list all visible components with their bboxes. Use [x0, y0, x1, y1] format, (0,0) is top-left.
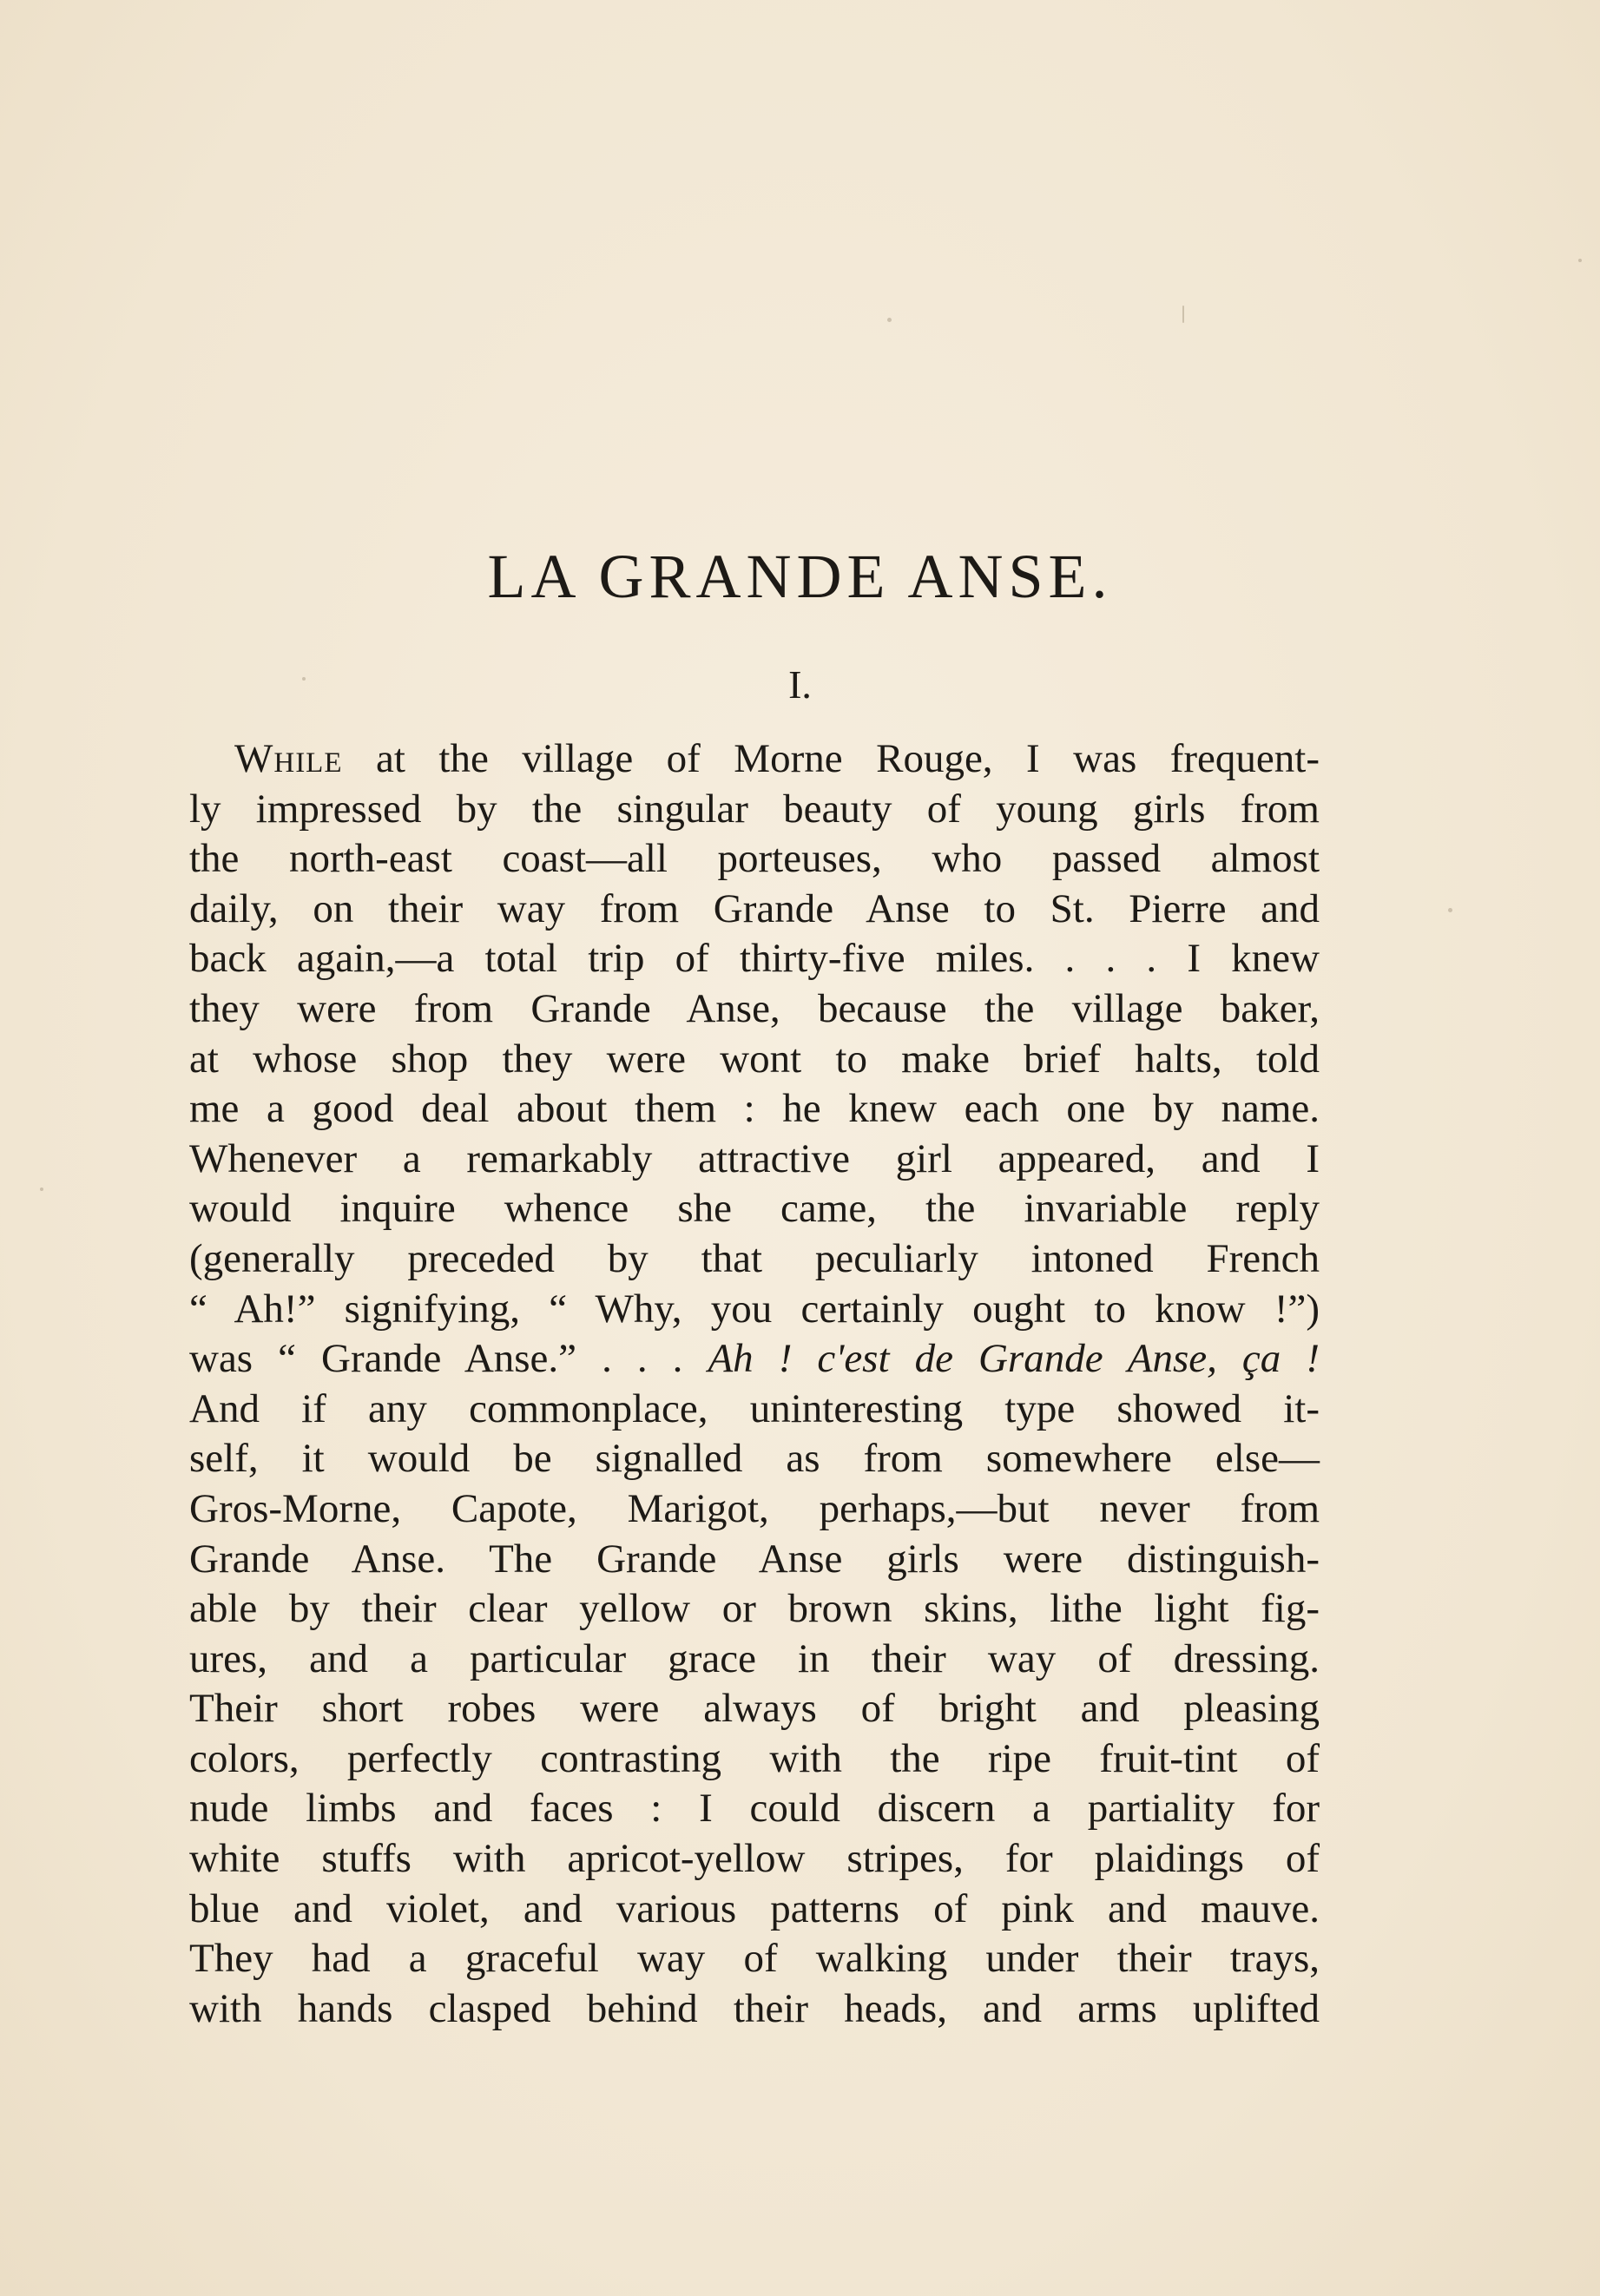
chapter-title: LA GRANDE ANSE.: [487, 542, 1113, 611]
paper-speck: [887, 318, 892, 322]
body-text: [189, 734, 1320, 2034]
text-line: daily, on their way from Grande Anse to St. Pierre and: [189, 885, 1320, 931]
text-line: white stuffs with apricot-yellow stripes, for plaidings of: [189, 1836, 1320, 1882]
text-line: would inquire whence she came, the invariable reply: [189, 1186, 1320, 1232]
paper-speck: [1578, 259, 1582, 262]
text-line: nude limbs and faces : I could discern a partiality for: [189, 1786, 1320, 1832]
text-line: back again,—a total trip of thirty-five miles. . . . I knew: [189, 936, 1320, 982]
section-number: I.: [788, 662, 812, 707]
paper-speck: [40, 1187, 43, 1191]
text-line: Their short robes were always of bright and pleasing: [189, 1686, 1320, 1732]
text-line: the north-east coast—all porteuses, who passed almost: [189, 836, 1320, 882]
paper-speck: [1182, 306, 1184, 323]
text-line: colors, perfectly contrasting with the ripe fruit-tint of: [189, 1735, 1320, 1781]
french-quote: Ah ! c'est de Grande Anse, ça !: [708, 1336, 1320, 1382]
text-line: able by their clear yellow or brown skins, lithe light fig-: [189, 1586, 1320, 1632]
text-line: They had a graceful way of walking under their trays,: [189, 1936, 1320, 1982]
text-line: [189, 1334, 1320, 1385]
text-line: “ Ah!” signifying, “ Why, you certainly ought to know !”): [189, 1286, 1320, 1332]
text-line: ures, and a particular grace in their way of dressing.: [189, 1635, 1320, 1681]
text-line: blue and violet, and various patterns of pink and mauve.: [189, 1885, 1320, 1931]
text-line: self, it would be signalled as from somewhere else—: [189, 1436, 1320, 1482]
text-line: [189, 734, 1320, 785]
text-line: And if any commonplace, uninteresting type showed it-: [189, 1385, 1320, 1431]
text-line: Gros-Morne, Capote, Marigot, perhaps,—but never from: [189, 1485, 1320, 1531]
text-line-content: at the village of Morne Rouge, I was frequent-: [342, 736, 1320, 781]
text-line-roman: was “ Grande Anse.” . . .: [189, 1336, 708, 1382]
text-line: (generally preceded by that peculiarly intoned French: [189, 1235, 1320, 1281]
text-line: Grande Anse. The Grande Anse girls were distinguish-: [189, 1536, 1320, 1582]
paper-speck: [1448, 908, 1452, 912]
text-line: with hands clasped behind their heads, and arms uplifted: [189, 1985, 1320, 2031]
text-line: Whenever a remarkably attractive girl appeared, and I: [189, 1135, 1320, 1181]
text-line: ly impressed by the singular beauty of young girls from: [189, 786, 1320, 832]
text-line: they were from Grande Anse, because the village baker,: [189, 985, 1320, 1031]
opening-word: While: [234, 736, 343, 781]
text-line: me a good deal about them : he knew each one by name.: [189, 1086, 1320, 1132]
text-line: at whose shop they were wont to make brief halts, told: [189, 1036, 1320, 1082]
